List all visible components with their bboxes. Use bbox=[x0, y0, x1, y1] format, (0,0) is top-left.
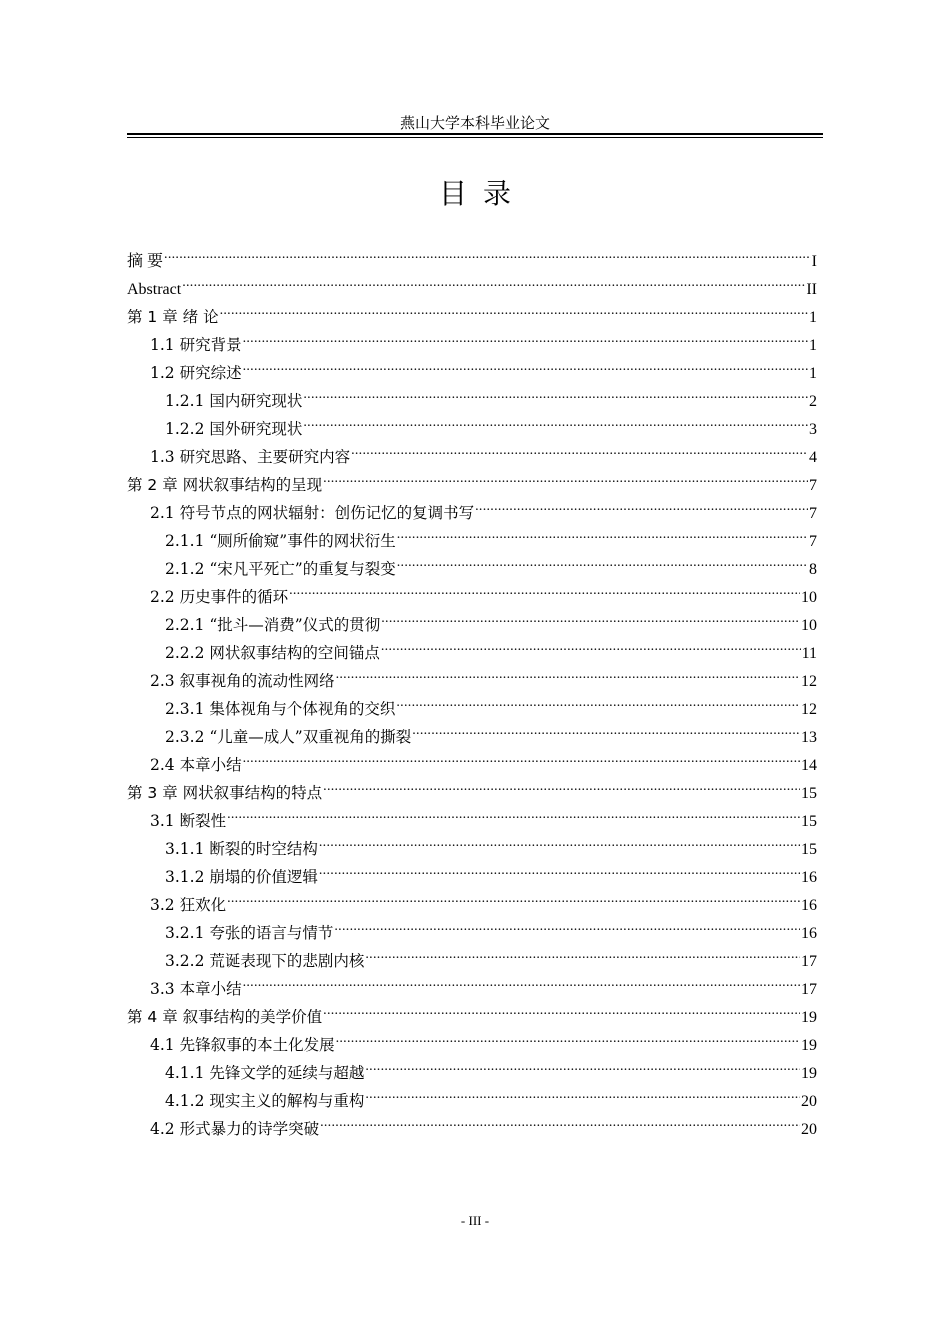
toc-entry-label: 摘 要 bbox=[127, 253, 164, 270]
toc-entry-page: 19 bbox=[801, 1065, 817, 1082]
toc-entry-label: 4.1.1 先锋文学的延续与超越 bbox=[165, 1064, 365, 1082]
toc-entry-label: 3.1 断裂性 bbox=[150, 812, 227, 830]
toc-entry-page: 3 bbox=[809, 421, 817, 438]
toc-entry-page: 10 bbox=[801, 589, 817, 606]
toc-dot-leader bbox=[319, 826, 800, 854]
toc-entry-label: 2.1.2 “宋凡平死亡”的重复与裂变 bbox=[165, 560, 396, 578]
toc-entry[interactable] bbox=[127, 266, 817, 298]
toc-entry-page: 7 bbox=[809, 477, 817, 494]
toc-dot-leader bbox=[227, 882, 800, 910]
toc-entry-label: 1.3 研究思路、主要研究内容 bbox=[150, 448, 351, 466]
toc-entry-label: 2.1 符号节点的网状辐射：创伤记忆的复调书写 bbox=[150, 504, 475, 522]
toc-entry-label: 3.1.1 断裂的时空结构 bbox=[165, 840, 318, 858]
toc-entry-label: 2.3.2 “儿童—成人”双重视角的撕裂 bbox=[165, 728, 412, 746]
toc-entry-page: 1 bbox=[809, 365, 817, 382]
toc-entry-label: 3.2.1 夸张的语言与情节 bbox=[165, 924, 334, 942]
toc-entry[interactable] bbox=[127, 882, 817, 914]
toc-entry-label: Abstract bbox=[127, 281, 182, 298]
toc-dot-leader bbox=[412, 714, 800, 742]
toc-dot-leader bbox=[164, 238, 811, 266]
toc-dot-leader bbox=[289, 574, 800, 602]
toc-entry[interactable] bbox=[127, 910, 817, 942]
toc-entry-page: 4 bbox=[809, 449, 817, 466]
toc-title: 目录 bbox=[438, 177, 527, 210]
toc-dot-leader bbox=[227, 798, 800, 826]
toc-entry-label: 3.2.2 荒诞表现下的悲剧内核 bbox=[165, 952, 365, 970]
toc-dot-leader bbox=[243, 350, 808, 378]
toc-entry-label: 1.2 研究综述 bbox=[150, 364, 242, 382]
toc-dot-leader bbox=[336, 658, 800, 686]
toc-dot-leader bbox=[303, 378, 808, 406]
toc-entry-label: 2.3 叙事视角的流动性网络 bbox=[150, 672, 335, 690]
toc-entry-label: 3.1.2 崩塌的价值逻辑 bbox=[165, 868, 318, 886]
toc-entry[interactable] bbox=[127, 322, 817, 354]
toc-entry-label: 2.2.1 “批斗—消费”仪式的贯彻 bbox=[165, 616, 381, 634]
toc-entry-label: 第 1 章 绪 论 bbox=[127, 308, 219, 326]
toc-entry-page: 15 bbox=[801, 841, 817, 858]
toc-dot-leader bbox=[365, 1050, 800, 1078]
toc-entry-page: 7 bbox=[809, 533, 817, 550]
toc-entry-page: 12 bbox=[801, 673, 817, 690]
toc-entry-label: 4.2 形式暴力的诗学突破 bbox=[150, 1120, 320, 1138]
toc-dot-leader bbox=[334, 910, 800, 938]
toc-dot-leader bbox=[475, 490, 808, 518]
toc-entry-label: 3.2 狂欢化 bbox=[150, 896, 227, 914]
toc-entry-label: 1.1 研究背景 bbox=[150, 336, 242, 354]
toc-entry-label: 4.1 先锋叙事的本土化发展 bbox=[150, 1036, 335, 1054]
table-of-contents bbox=[127, 238, 817, 1138]
running-header: 燕山大学本科毕业论文 bbox=[399, 114, 550, 132]
toc-entry-page: 20 bbox=[801, 1121, 817, 1138]
toc-dot-leader bbox=[319, 854, 800, 882]
toc-entry-page: 11 bbox=[801, 645, 817, 662]
toc-entry-label: 3.3 本章小结 bbox=[150, 980, 242, 998]
toc-entry-page: II bbox=[806, 281, 817, 298]
toc-entry-page: I bbox=[811, 253, 817, 270]
toc-dot-leader bbox=[243, 742, 800, 770]
toc-dot-leader bbox=[397, 518, 808, 546]
toc-entry-page: 1 bbox=[809, 309, 817, 326]
toc-entry-label: 2.3.1 集体视角与个体视角的交织 bbox=[165, 700, 396, 718]
toc-entry-page: 16 bbox=[801, 869, 817, 886]
toc-entry-page: 16 bbox=[801, 925, 817, 942]
toc-dot-leader bbox=[323, 462, 808, 490]
toc-dot-leader bbox=[351, 434, 808, 462]
toc-entry-page: 19 bbox=[801, 1037, 817, 1054]
toc-entry-label: 2.1.1 “厕所偷窥”事件的网状衍生 bbox=[165, 532, 396, 550]
toc-entry[interactable] bbox=[127, 294, 817, 326]
toc-entry[interactable] bbox=[127, 826, 817, 858]
toc-dot-leader bbox=[365, 1078, 800, 1106]
toc-entry-label: 2.2 历史事件的循环 bbox=[150, 588, 289, 606]
toc-entry-label: 2.2.2 网状叙事结构的空间锚点 bbox=[165, 644, 380, 662]
toc-entry-label: 1.2.2 国外研究现状 bbox=[165, 420, 303, 438]
toc-entry-page: 19 bbox=[801, 1009, 817, 1026]
header-rule-thin bbox=[127, 137, 823, 138]
toc-entry-label: 第 4 章 叙事结构的美学价值 bbox=[127, 1008, 323, 1026]
toc-entry-page: 7 bbox=[809, 505, 817, 522]
toc-dot-leader bbox=[243, 966, 800, 994]
toc-entry[interactable] bbox=[127, 238, 817, 270]
toc-entry-page: 15 bbox=[801, 785, 817, 802]
toc-entry-page: 8 bbox=[809, 561, 817, 578]
toc-entry-label: 4.1.2 现实主义的解构与重构 bbox=[165, 1092, 365, 1110]
toc-entry-label: 2.4 本章小结 bbox=[150, 756, 242, 774]
toc-entry-page: 13 bbox=[801, 729, 817, 746]
toc-entry-page: 17 bbox=[801, 981, 817, 998]
toc-dot-leader bbox=[220, 294, 808, 322]
toc-entry-page: 10 bbox=[801, 617, 817, 634]
toc-entry-label: 第 3 章 网状叙事结构的特点 bbox=[127, 784, 323, 802]
toc-dot-leader bbox=[303, 406, 808, 434]
toc-dot-leader bbox=[323, 770, 800, 798]
toc-entry-page: 20 bbox=[801, 1093, 817, 1110]
toc-dot-leader bbox=[243, 322, 808, 350]
toc-dot-leader bbox=[397, 546, 808, 574]
page-number: - III - bbox=[460, 1213, 490, 1228]
toc-entry-label: 第 2 章 网状叙事结构的呈现 bbox=[127, 476, 323, 494]
toc-entry-page: 15 bbox=[801, 813, 817, 830]
toc-entry-page: 12 bbox=[801, 701, 817, 718]
toc-dot-leader bbox=[182, 266, 805, 294]
toc-dot-leader bbox=[365, 938, 800, 966]
toc-dot-leader bbox=[381, 630, 801, 658]
toc-entry[interactable] bbox=[127, 798, 817, 830]
toc-entry-page: 2 bbox=[809, 393, 817, 410]
header-rule-thick bbox=[127, 133, 823, 135]
toc-entry-page: 14 bbox=[801, 757, 817, 774]
toc-dot-leader bbox=[381, 602, 800, 630]
toc-dot-leader bbox=[336, 1022, 800, 1050]
toc-entry-label: 1.2.1 国内研究现状 bbox=[165, 392, 303, 410]
toc-entry-page: 17 bbox=[801, 953, 817, 970]
toc-dot-leader bbox=[396, 686, 800, 714]
toc-dot-leader bbox=[323, 994, 800, 1022]
toc-entry-page: 16 bbox=[801, 897, 817, 914]
toc-dot-leader bbox=[320, 1106, 800, 1134]
toc-entry-page: 1 bbox=[809, 337, 817, 354]
